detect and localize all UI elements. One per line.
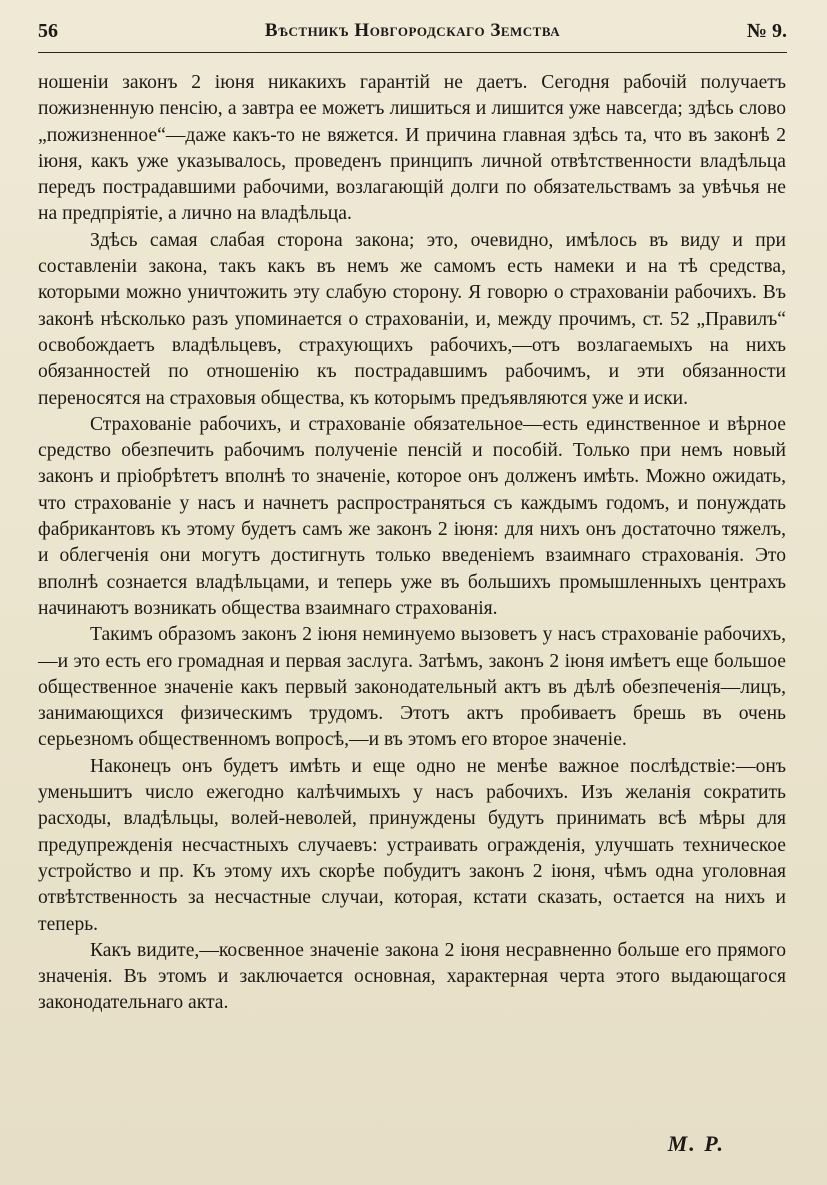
paragraph: Такимъ образомъ законъ 2 іюня неминуемо вызоветъ у насъ страхованіе рабочихъ,—и это есть его громадная и первая заслуга. Затѣмъ, законъ 2 іюня имѣетъ еще большое общественное значеніе какъ первый законодательный актъ въ дѣлѣ обезпеченія—лицъ, занимающихся физическимъ трудомъ. Этотъ актъ пробиваетъ брешь въ очень серьезномъ общественномъ вопросѣ,—и въ этомъ его второе значеніе. [38,624,786,751]
article-body [38,70,786,1017]
paragraph: ношеніи законъ 2 іюня никакихъ гарантій не даетъ. Сегодня рабочій получаетъ пожизненную пенсію, а завтра ее можетъ лишиться и лишится уже навсегда; здѣсь слово „пожизненное“—даже какъ-то не вяжется. И причина главная здѣсь та, что въ законѣ 2 іюня, какъ уже указывалось, проведенъ принципъ личной отвѣтственности владѣльца передъ пострадавшими рабочими, возлагающій долги по обязательствамъ за увѣчья не на предпріятіе, а лично на владѣльца. [38,72,786,225]
paragraph: Какъ видите,—косвенное значеніе закона 2 іюня несравненно больше его прямого значенія. Въ этомъ и заключается основная, характерная черта этого выдающагося законодательнаго акта. [38,939,786,1014]
page-number: 56 [38,20,58,42]
header-rule [38,52,787,53]
issue-number: № 9. [746,20,787,42]
paragraph: Наконецъ онъ будетъ имѣть и еще одно не менѣе важное послѣдствіе:—онъ уменьшитъ число ежегодно калѣчимыхъ у насъ рабочихъ. Изъ желанія сократить расходы, владѣльцы, волей-неволей, принуждены будутъ принимать всѣ мѣры для предупрежденія несчастныхъ случаевъ: устраивать огражденія, улучшать техническое устройство и пр. Къ этому ихъ скорѣе побудитъ законъ 2 іюня, чѣмъ одна уголовная отвѣтственность за несчастные случаи, которая, кстати сказать, остается на нихъ и теперь. [38,755,786,935]
journal-title: Вѣстникъ Новгородскаго Земства [264,20,561,41]
author-signature: М. Р. [667,1131,725,1156]
page-header [38,20,787,46]
paragraph: Здѣсь самая слабая сторона закона; это, очевидно, имѣлось въ виду и при составленіи закона, такъ какъ въ немъ же самомъ есть намеки и на тѣ средства, которыми можно уничтожить эту слабую сторону. Я говорю о страхованіи рабочихъ. Въ законѣ нѣсколько разъ упоминается о страхованіи, и, между прочимъ, ст. 52 „Правилъ“ освобождаетъ владѣльцевъ, страхующихъ рабочихъ,—отъ возлагаемыхъ на нихъ обязанностей по отношенію къ пострадавшимъ рабочимъ, и эти обязанности переносятся на страховыя общества, къ которымъ предъявляются уже и иски. [38,229,786,409]
paragraph: Страхованіе рабочихъ, и страхованіе обязательное—есть единственное и вѣрное средство обезпечить рабочимъ полученіе пенсій и пособій. Только при немъ новый законъ и пріобрѣтетъ вполнѣ то значеніе, которое онъ долженъ имѣть. Можно ожидать, что страхованіе у насъ и начнетъ распространяться съ каждымъ годомъ, и понуждать фабрикантовъ къ этому будетъ самъ же законъ 2 іюня: для нихъ онъ достаточно тяжелъ, и облегченія они могутъ достигнуть только введеніемъ взаимнаго страхованія. Это вполнѣ сознается владѣльцами, и теперь уже въ большихъ промышленныхъ центрахъ начинаютъ возникать общества взаимнаго страхованія. [38,413,786,619]
